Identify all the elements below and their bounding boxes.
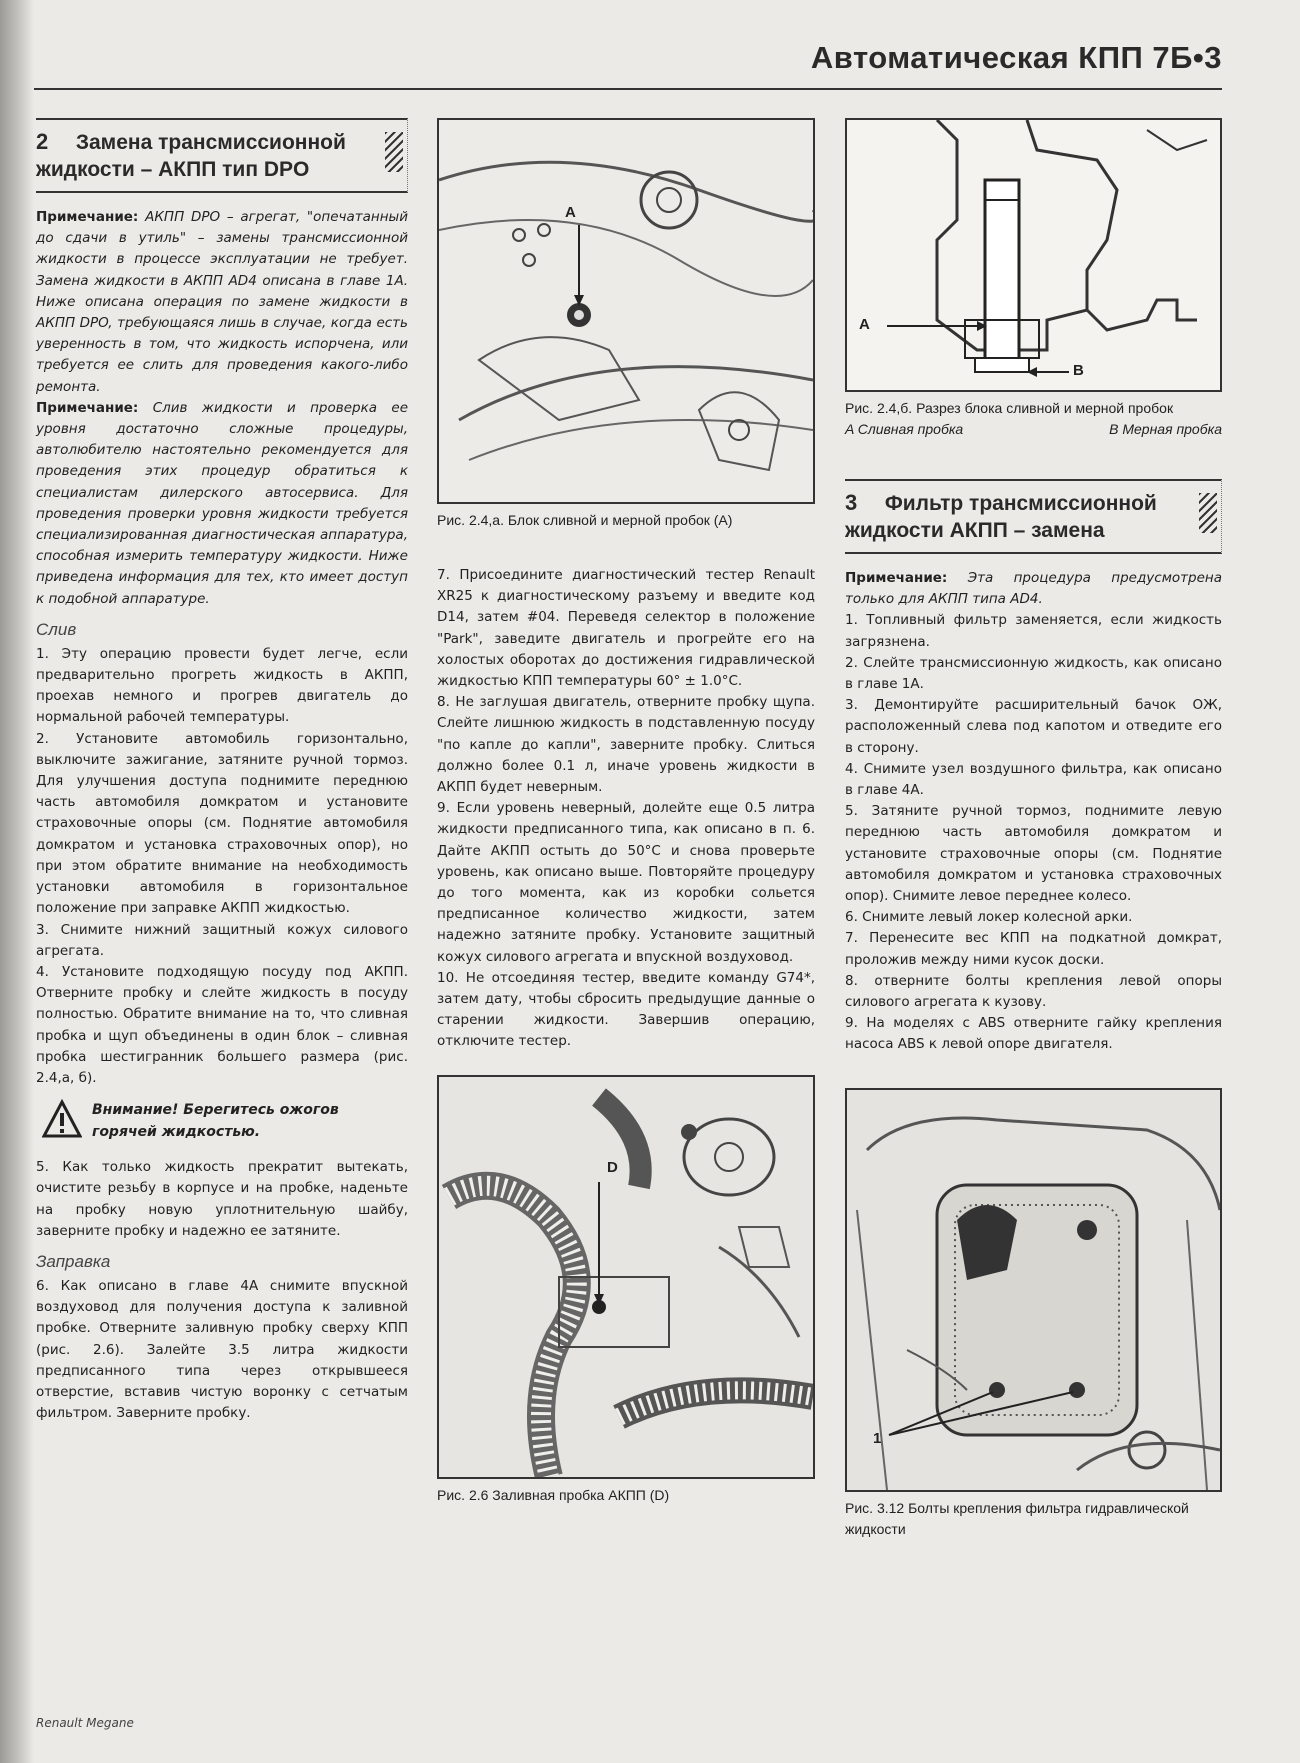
note-text: Эта процедура предусмотрена только для АКПП типа AD4. <box>845 570 1222 608</box>
subheading-fill: Заправка <box>36 1251 111 1271</box>
figure-caption: Рис. 2.4,а. Блок сливной и мерной пробок (А) <box>437 512 733 528</box>
subheading-drain: Слив <box>36 619 77 639</box>
warning-text: Внимание! Берегитесь ожогов горячей жидкостью. <box>92 1102 339 1141</box>
figure-callout-label: B <box>1073 362 1084 379</box>
note-paragraph <box>36 398 408 610</box>
paragraph: 8. отверните болты крепления левой опоры силового агрегата к кузову. <box>845 972 1222 1011</box>
paragraph: 9. Если уровень неверный, долейте еще 0.5 литра жидкости предписанного типа, как описано в п. 6. Дайте АКПП остыть до 50°С и снова проверьте уровень, как описано выше. Повторяйте процедуру до того момента, как из коробки сольется предписанное количество жидкости, затем надежно затяните пробку. Установите защитный кожух силового агрегата и впускной воздуховод. <box>437 800 815 965</box>
paragraph: 7. Перенесите вес КПП на подкатной домкрат, проложив между ними кусок доски. <box>845 930 1222 968</box>
section-number: 3 <box>845 490 858 515</box>
figure-2-4b-drawing <box>847 120 1220 390</box>
note-lead: Примечание: <box>36 209 139 225</box>
figure-2-4b <box>845 118 1222 392</box>
page-footer: Renault Megane <box>36 1716 134 1730</box>
figure-3-12-drawing <box>847 1090 1220 1490</box>
warning-icon <box>42 1099 82 1139</box>
section-title-text: Замена трансмиссионной жидкости – АКПП тип DPO <box>36 131 346 181</box>
paragraph: 5. Как только жидкость прекратит вытекать, очистите резьбу в корпусе и на пробке, наденьте на пробку новую уплотнительную шайбу, заверните пробку и надежно ее затяните. <box>36 1159 408 1239</box>
page-header <box>34 40 1222 90</box>
figure-caption: Рис. 3.12 Болты крепления фильтра гидравлической жидкости <box>845 1499 1189 1537</box>
note-paragraph <box>845 568 1222 610</box>
section-number: 2 <box>36 129 49 154</box>
note-text: АКПП DPO – агрегат, "опечатанный до сдачи в утиль" – замены трансмиссионной жидкости в процессе эксплуатации не требует. Замена жидкости в АКПП AD4 описана в главе 1А. Ниже описана операция по замене жидкости в АКПП DPO, требующаяся лишь в случае, когда есть уверенность в том, что жидкость испорчена, или требуется ее слить для проведения какого-либо ремонта. <box>36 209 408 395</box>
paragraph: 2. Установите автомобиль горизонтально, выключите зажигание, затяните ручной тормоз. Для улучшения доступа поднимите переднюю часть автомобиля домкратом и установите страховочные опоры (см. Поднятие автомобиля домкратом и установка страховочных опор), но при этом обратите внимание на необходимость установки автомобиля в горизонтальное положение при заправке АКПП жидкостью. <box>36 730 408 917</box>
figure-2-4a <box>437 118 815 504</box>
figure-legend <box>845 421 1222 437</box>
paragraph: 6. Снимите левый локер колесной арки. <box>845 909 1133 926</box>
paragraph: 9. На моделях с ABS отверните гайку крепления насоса ABS к левой опоре двигателя. <box>845 1015 1222 1053</box>
figure-3-12 <box>845 1088 1222 1492</box>
column-3 <box>845 118 1222 1540</box>
note-text: Слив жидкости и проверка ее уровня достаточно сложные процедуры, автолюбителю настоятельно рекомендуется для проведения этих процедур обратиться к специалистам дилерского автосервиса. Для проведения проверки уровня жидкости требуется специализированная диагностическая аппаратура, способная измерить температуру жидкости. Ниже приведена информация для тех, кто имеет доступ к подобной аппаратуре. <box>36 399 408 607</box>
paragraph: 2. Слейте трансмиссионную жидкость, как описано в главе 1А. <box>845 654 1222 693</box>
note-lead: Примечание: <box>36 399 139 416</box>
section-3-title <box>845 479 1222 554</box>
column-1 <box>36 118 408 1424</box>
paragraph: 4. Установите подходящую посуду под АКПП. Отверните пробку и слейте жидкость в посуду полностью. Обратите внимание на то, что сливная пробка и щуп объединены в один блок – сливная пробка шестигранник большего размера (рис. 2.4,а, б). <box>36 963 408 1086</box>
figure-caption: Рис. 2.4,б. Разрез блока сливной и мерной пробок <box>845 400 1174 416</box>
paragraph: 1. Эту операцию провести будет легче, если предварительно прогреть жидкость в АКПП, проехав немного и прогрев двигатель до нормальной рабочей температуры. <box>36 645 408 726</box>
figure-2-6 <box>437 1075 815 1479</box>
figure-callout-label: A <box>859 316 870 333</box>
paragraph: 3. Демонтируйте расширительный бачок ОЖ, расположенный слева под капотом и отведите его в сторону. <box>845 697 1222 756</box>
note-lead: Примечание: <box>845 570 948 586</box>
figure-callout-label: D <box>607 1158 618 1176</box>
figure-caption: Рис. 2.6 Заливная пробка АКПП (D) <box>437 1486 670 1503</box>
legend-item: A Сливная пробка <box>845 421 964 437</box>
figure-2-6-drawing <box>439 1077 813 1477</box>
hatch-decoration <box>385 132 403 172</box>
legend-item: B Мерная пробка <box>1109 421 1222 437</box>
hatch-decoration <box>1199 493 1217 533</box>
header-title: Автоматическая КПП 7Б•3 <box>810 40 1222 75</box>
figure-callout-label: A <box>565 204 576 221</box>
figure-callout-label: 1 <box>873 1429 882 1447</box>
paragraph: 10. Не отсоединяя тестер, введите команду G74*, затем дату, чтобы сбросить предыдущие данные о старении жидкости. Завершив операцию, отключите тестер. <box>437 969 815 1050</box>
column-2 <box>437 118 815 1506</box>
paragraph: 1. Топливный фильтр заменяется, если жидкость загрязнена. <box>845 612 1222 650</box>
paragraph: 4. Снимите узел воздушного фильтра, как описано в главе 4А. <box>845 760 1222 799</box>
section-2-title <box>36 118 408 193</box>
paragraph: 5. Затяните ручной тормоз, поднимите левую переднюю часть автомобиля домкратом и установите страховочные опоры (см. Поднятие автомобиля домкратом и установка страховочных опор). Снимите левое переднее колесо. <box>845 803 1222 905</box>
paragraph: 6. Как описано в главе 4А снимите впускной воздуховод для получения доступа к заливной пробке. Отверните заливную пробку сверху КПП (рис. 2.6). Залейте 3.5 литра жидкости предписанного типа через открывшееся отверстие, вставив чистую воронку с сетчатым фильтром. Заверните пробку. <box>36 1277 408 1422</box>
paragraph: 7. Присоедините диагностический тестер Renault XR25 к диагностическому разъему и введите код D14, затем #04. Переведя селектор в положение "Park", заведите двигатель и прогрейте его на холостых оборотах до достижения гидравлической жидкостью КПП температуры 60° ± 1.0°С. <box>437 567 815 690</box>
note-paragraph <box>36 207 408 398</box>
page-binding-shadow <box>0 0 34 1763</box>
paragraph: 3. Снимите нижний защитный кожух силового агрегата. <box>36 921 408 959</box>
paragraph: 8. Не заглушая двигатель, отверните пробку щупа. Слейте лишнюю жидкость в подставленную посуду "по капле до капли", заверните пробку. Слиться должно более 0.1 л, иначе уровень жидкости в АКПП будет неверным. <box>437 694 815 796</box>
figure-2-4a-drawing <box>439 120 813 502</box>
section-title-text: Фильтр трансмиссионной жидкости АКПП – замена <box>845 492 1157 542</box>
warning-block <box>36 1099 408 1143</box>
